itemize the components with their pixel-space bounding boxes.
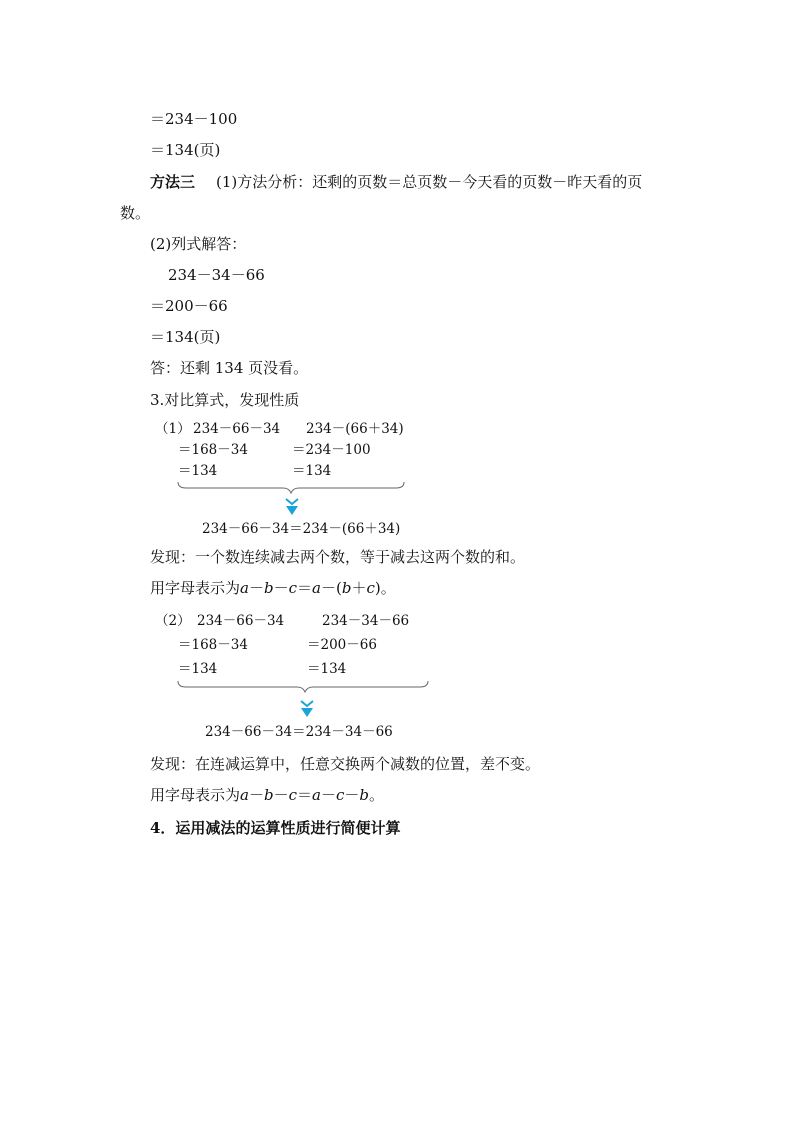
- formula-1-a2: a: [312, 579, 321, 597]
- method-three-text: (1)方法分析：还剩的页数＝总页数－今天看的页数－昨天看的页: [216, 173, 643, 191]
- method-three-continuation: 数。: [120, 204, 151, 222]
- formula-2-a: a: [240, 786, 249, 804]
- formula-1-c: c: [288, 579, 298, 597]
- block-2-brace: [176, 679, 432, 693]
- block-2-result: 234－66－34＝234－34－66: [205, 724, 393, 740]
- formula-2-c: c: [288, 786, 298, 804]
- block-1-right-line-2: ＝234－100: [292, 442, 371, 458]
- method-three-label: 方法三: [150, 173, 196, 191]
- block-2-left-line-2: ＝168－34: [178, 637, 248, 653]
- down-arrow-icon: [300, 700, 314, 718]
- formula-1-b: b: [263, 579, 274, 597]
- finding-2: 发现：在连减运算中，任意交换两个减数的位置，差不变。: [150, 755, 541, 773]
- calc-line-1: ＝234－100: [150, 110, 238, 128]
- equation-line-2: ＝200－66: [150, 297, 228, 315]
- section-3-heading: 3.对比算式，发现性质: [150, 391, 300, 409]
- block-1-brace: [176, 480, 406, 494]
- block-1-left-line-1: 234－66－34: [193, 421, 281, 437]
- formula-2-b2: b: [359, 786, 370, 804]
- block-1-right-line-3: ＝134: [292, 463, 332, 479]
- block-2-right-line-2: ＝200－66: [307, 637, 377, 653]
- down-arrow-icon: [285, 498, 299, 516]
- section-4-heading: 4．运用减法的运算性质进行简便计算: [150, 819, 401, 837]
- formula-1-b2: b: [341, 579, 352, 597]
- formula-2-end: 。: [369, 786, 385, 804]
- formula-1: [150, 581, 396, 596]
- block-1-left-line-3: ＝134: [178, 463, 218, 479]
- block-2-right-line-1: 234－34－66: [322, 613, 410, 629]
- formula-2-minus-3: －: [320, 786, 336, 804]
- formula-1-minus-3: －: [320, 579, 336, 597]
- formula-2-a2: a: [312, 786, 321, 804]
- formula-1-minus-2: －: [273, 579, 289, 597]
- formula-2: [150, 788, 384, 803]
- formula-1-end: 。: [380, 579, 396, 597]
- formula-2-prefix: 用字母表示为: [150, 786, 241, 804]
- block-1-result: 234－66－34＝234－(66＋34): [202, 521, 401, 537]
- step-two-heading: (2)列式解答：: [150, 235, 247, 253]
- formula-2-c2: c: [336, 786, 345, 804]
- formula-2-b: b: [263, 786, 274, 804]
- calc-line-2: ＝134(页): [150, 141, 221, 159]
- equation-line-3: ＝134(页): [150, 328, 221, 346]
- formula-1-plus: ＋: [351, 579, 367, 597]
- equation-line-1: 234－34－66: [168, 266, 265, 284]
- block-1-right-line-1: 234－(66＋34): [306, 421, 404, 437]
- answer-line: 答：还剩 134 页没看。: [150, 359, 309, 377]
- formula-2-minus-1: －: [248, 786, 264, 804]
- formula-2-minus-4: －: [344, 786, 360, 804]
- block-1-label: （1）: [155, 421, 191, 437]
- finding-1: 发现：一个数连续减去两个数，等于减去这两个数的和。: [150, 548, 526, 566]
- formula-1-prefix: 用字母表示为: [150, 579, 241, 597]
- formula-2-minus-2: －: [273, 786, 289, 804]
- block-2-label: （2）: [155, 613, 191, 629]
- formula-1-minus-1: －: [248, 579, 264, 597]
- formula-1-equals: ＝: [297, 579, 313, 597]
- formula-1-c2: c: [366, 579, 375, 597]
- formula-1-rparen: ): [374, 579, 381, 597]
- block-2-right-line-3: ＝134: [307, 661, 347, 677]
- formula-2-equals: ＝: [297, 786, 313, 804]
- formula-1-lparen: (: [336, 579, 342, 597]
- block-1-left-line-2: ＝168－34: [178, 442, 248, 458]
- block-2-left-line-1: 234－66－34: [197, 613, 285, 629]
- block-2-left-line-3: ＝134: [178, 661, 218, 677]
- formula-1-a: a: [240, 579, 249, 597]
